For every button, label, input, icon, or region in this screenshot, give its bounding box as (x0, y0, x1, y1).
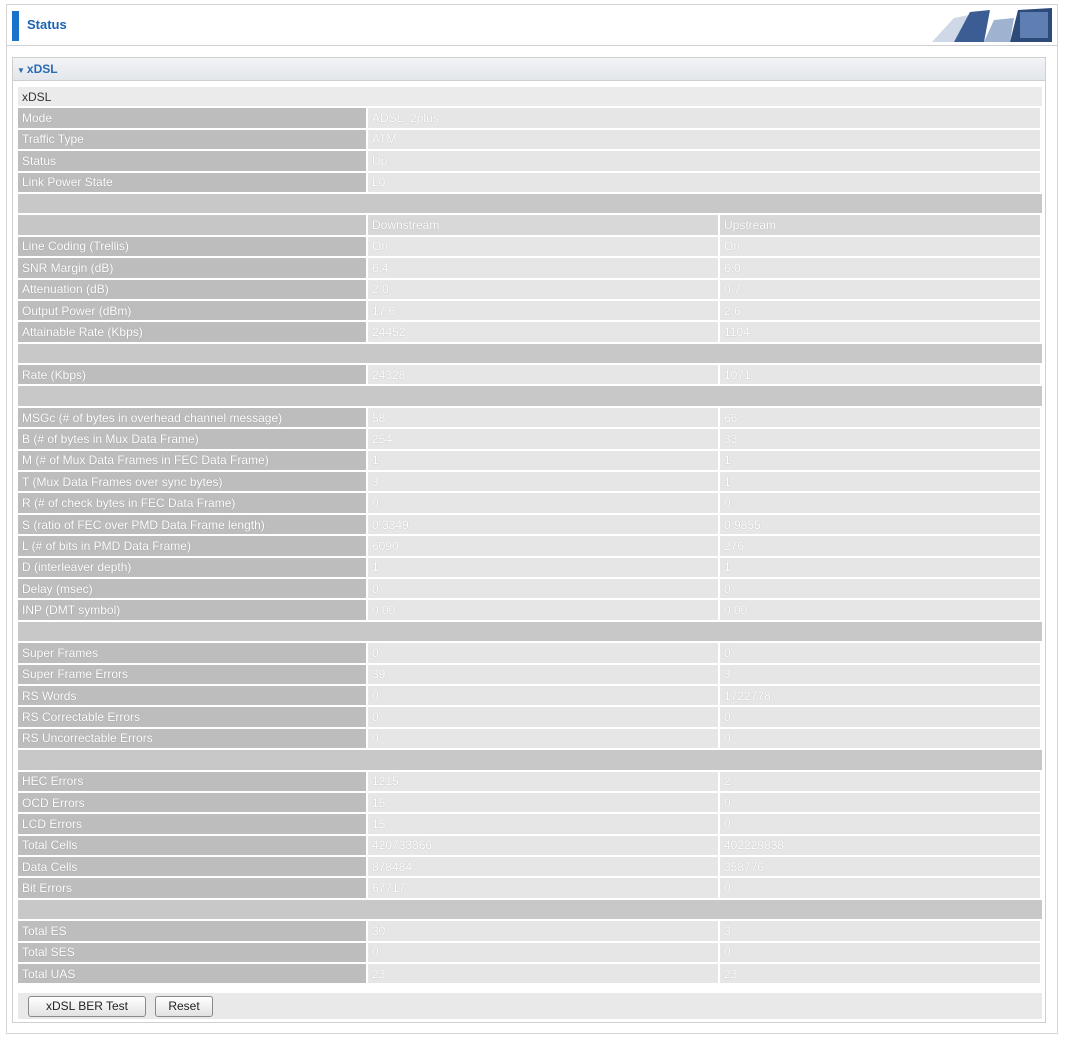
row-label: Rate (Kbps) (18, 365, 368, 384)
table-row (18, 451, 1042, 470)
downstream-value: 878484 (368, 857, 720, 876)
downstream-value: 3 (368, 472, 720, 491)
table-row (18, 943, 1042, 962)
upstream-value: 0 (720, 878, 1042, 897)
downstream-value: 0 (368, 707, 720, 726)
upstream-value: 358776 (720, 857, 1042, 876)
page-header (7, 5, 1057, 46)
upstream-value: 2.6 (720, 301, 1042, 320)
downstream-value: 420733366 (368, 836, 720, 855)
upstream-value: 0 (720, 493, 1042, 512)
row-label: B (# of bytes in Mux Data Frame) (18, 429, 368, 448)
row-label: RS Correctable Errors (18, 707, 368, 726)
upstream-value: 402229838 (720, 836, 1042, 855)
table-row (18, 665, 1042, 684)
downstream-value: 0 (368, 729, 720, 748)
downstream-value: 23 (368, 964, 720, 983)
table-row (18, 793, 1042, 812)
table-row (18, 729, 1042, 748)
table-row (18, 600, 1042, 619)
row-label: Super Frames (18, 643, 368, 662)
upstream-value: 1071 (720, 365, 1042, 384)
upstream-value: On (720, 237, 1042, 256)
upstream-value: 0 (720, 707, 1042, 726)
upstream-value: 0 (720, 793, 1042, 812)
table-row (18, 921, 1042, 940)
table-row (18, 686, 1042, 705)
table-row (18, 280, 1042, 299)
separator (18, 750, 1042, 769)
row-label: D (interleaver depth) (18, 558, 368, 577)
table-row (18, 108, 1042, 127)
row-label: RS Uncorrectable Errors (18, 729, 368, 748)
downstream-value: 0 (368, 493, 720, 512)
page-title: Status (27, 17, 67, 32)
downstream-value: 30 (368, 921, 720, 940)
status-frame (6, 4, 1058, 1034)
table-row (18, 558, 1042, 577)
upstream-value: 3 (720, 665, 1042, 684)
row-label: Link Power State (18, 173, 368, 192)
table-title-row (18, 87, 1042, 106)
table-row (18, 301, 1042, 320)
downstream-value: 24452 (368, 322, 720, 341)
downstream-value: 67717 (368, 878, 720, 897)
table-row (18, 707, 1042, 726)
table-row (18, 536, 1042, 555)
row-label: M (# of Mux Data Frames in FEC Data Frame) (18, 451, 368, 470)
row-label: Total ES (18, 921, 368, 940)
header-banner-graphic-icon (914, 8, 1054, 42)
table-row (18, 814, 1042, 833)
row-label: INP (DMT symbol) (18, 600, 368, 619)
table-row (18, 322, 1042, 341)
row-label: T (Mux Data Frames over sync bytes) (18, 472, 368, 491)
button-bar (18, 993, 1042, 1019)
upstream-header: Upstream (720, 215, 1042, 234)
table-row (18, 130, 1042, 149)
section-title: xDSL (26, 62, 58, 76)
row-label: Total UAS (18, 964, 368, 983)
row-label: Status (18, 151, 368, 170)
separator (18, 622, 1042, 641)
upstream-value: 1 (720, 472, 1042, 491)
row-value: ADSL_2plus (368, 108, 1042, 127)
xdsl-section-header[interactable] (13, 58, 1045, 81)
downstream-header: Downstream (368, 215, 720, 234)
downstream-value: 6.4 (368, 258, 720, 277)
table-row (18, 772, 1042, 791)
row-label: Total Cells (18, 836, 368, 855)
row-label: RS Words (18, 686, 368, 705)
reset-button[interactable]: Reset (155, 996, 213, 1017)
table-row (18, 579, 1042, 598)
upstream-value: 1 (720, 451, 1042, 470)
row-label: Delay (msec) (18, 579, 368, 598)
table-row (18, 857, 1042, 876)
separator-row (18, 386, 1042, 405)
downstream-value: 15 (368, 793, 720, 812)
downstream-value: 0 (368, 579, 720, 598)
downstream-value: 2.0 (368, 280, 720, 299)
xdsl-status-table (18, 85, 1042, 985)
upstream-value: 0.7 (720, 280, 1042, 299)
row-label: Attainable Rate (Kbps) (18, 322, 368, 341)
upstream-value: 0 (720, 579, 1042, 598)
separator-row (18, 344, 1042, 363)
table-row (18, 173, 1042, 192)
table-row (18, 878, 1042, 897)
table-row (18, 472, 1042, 491)
downstream-value: 1 (368, 451, 720, 470)
downstream-value: 6090 (368, 536, 720, 555)
separator (18, 900, 1042, 919)
downstream-value: On (368, 237, 720, 256)
table-row (18, 964, 1042, 983)
separator-row (18, 622, 1042, 641)
separator-row (18, 900, 1042, 919)
table-row (18, 643, 1042, 662)
row-value: L0 (368, 173, 1042, 192)
downstream-value: 58 (368, 408, 720, 427)
table-row (18, 515, 1042, 534)
header-blank (18, 215, 368, 234)
downstream-value: 0 (368, 943, 720, 962)
row-label: SNR Margin (dB) (18, 258, 368, 277)
row-label: L (# of bits in PMD Data Frame) (18, 536, 368, 555)
upstream-value: 276 (720, 536, 1042, 555)
row-value: ATM (368, 130, 1042, 149)
row-value: Up (368, 151, 1042, 170)
upstream-value: 6.0 (720, 258, 1042, 277)
title-accent-bar (12, 11, 19, 41)
table-row (18, 408, 1042, 427)
table-row (18, 237, 1042, 256)
row-label: MSGc (# of bytes in overhead channel message) (18, 408, 368, 427)
downstream-value: 15 (368, 814, 720, 833)
table-row (18, 365, 1042, 384)
row-label: Output Power (dBm) (18, 301, 368, 320)
row-label: Bit Errors (18, 878, 368, 897)
upstream-value: 0 (720, 643, 1042, 662)
upstream-value: 66 (720, 408, 1042, 427)
downstream-value: 0 (368, 686, 720, 705)
separator (18, 386, 1042, 405)
collapse-triangle-icon[interactable]: ▼ (17, 66, 25, 75)
row-label: Attenuation (dB) (18, 280, 368, 299)
row-label: Traffic Type (18, 130, 368, 149)
xdsl-section (12, 57, 1046, 1023)
upstream-value: 0 (720, 814, 1042, 833)
table-row (18, 258, 1042, 277)
downstream-value: 0.3349 (368, 515, 720, 534)
table-row (18, 493, 1042, 512)
downstream-value: 17.6 (368, 301, 720, 320)
upstream-value: 0.00 (720, 600, 1042, 619)
row-label: LCD Errors (18, 814, 368, 833)
table-title: xDSL (18, 87, 1042, 106)
upstream-value: 33 (720, 429, 1042, 448)
upstream-value: 0 (720, 729, 1042, 748)
row-label: S (ratio of FEC over PMD Data Frame length) (18, 515, 368, 534)
upstream-value: 1722778 (720, 686, 1042, 705)
downstream-value: 1215 (368, 772, 720, 791)
table-row (18, 151, 1042, 170)
upstream-value: 3 (720, 921, 1042, 940)
separator-row (18, 194, 1042, 213)
row-label: R (# of check bytes in FEC Data Frame) (18, 493, 368, 512)
upstream-value: 2 (720, 772, 1042, 791)
column-header-row (18, 215, 1042, 234)
row-label: Line Coding (Trellis) (18, 237, 368, 256)
separator (18, 344, 1042, 363)
table-row (18, 429, 1042, 448)
downstream-value: 0.00 (368, 600, 720, 619)
row-label: Total SES (18, 943, 368, 962)
downstream-value: 24328 (368, 365, 720, 384)
table-row (18, 836, 1042, 855)
separator-row (18, 750, 1042, 769)
xdsl-ber-test-button[interactable]: xDSL BER Test (28, 996, 146, 1017)
row-label: Mode (18, 108, 368, 127)
upstream-value: 1 (720, 558, 1042, 577)
downstream-value: 0 (368, 643, 720, 662)
downstream-value: 1 (368, 558, 720, 577)
upstream-value: 1104 (720, 322, 1042, 341)
row-label: Super Frame Errors (18, 665, 368, 684)
downstream-value: 39 (368, 665, 720, 684)
row-label: Data Cells (18, 857, 368, 876)
separator (18, 194, 1042, 213)
row-label: OCD Errors (18, 793, 368, 812)
upstream-value: 23 (720, 964, 1042, 983)
upstream-value: 0.9855 (720, 515, 1042, 534)
upstream-value: 0 (720, 943, 1042, 962)
downstream-value: 254 (368, 429, 720, 448)
row-label: HEC Errors (18, 772, 368, 791)
